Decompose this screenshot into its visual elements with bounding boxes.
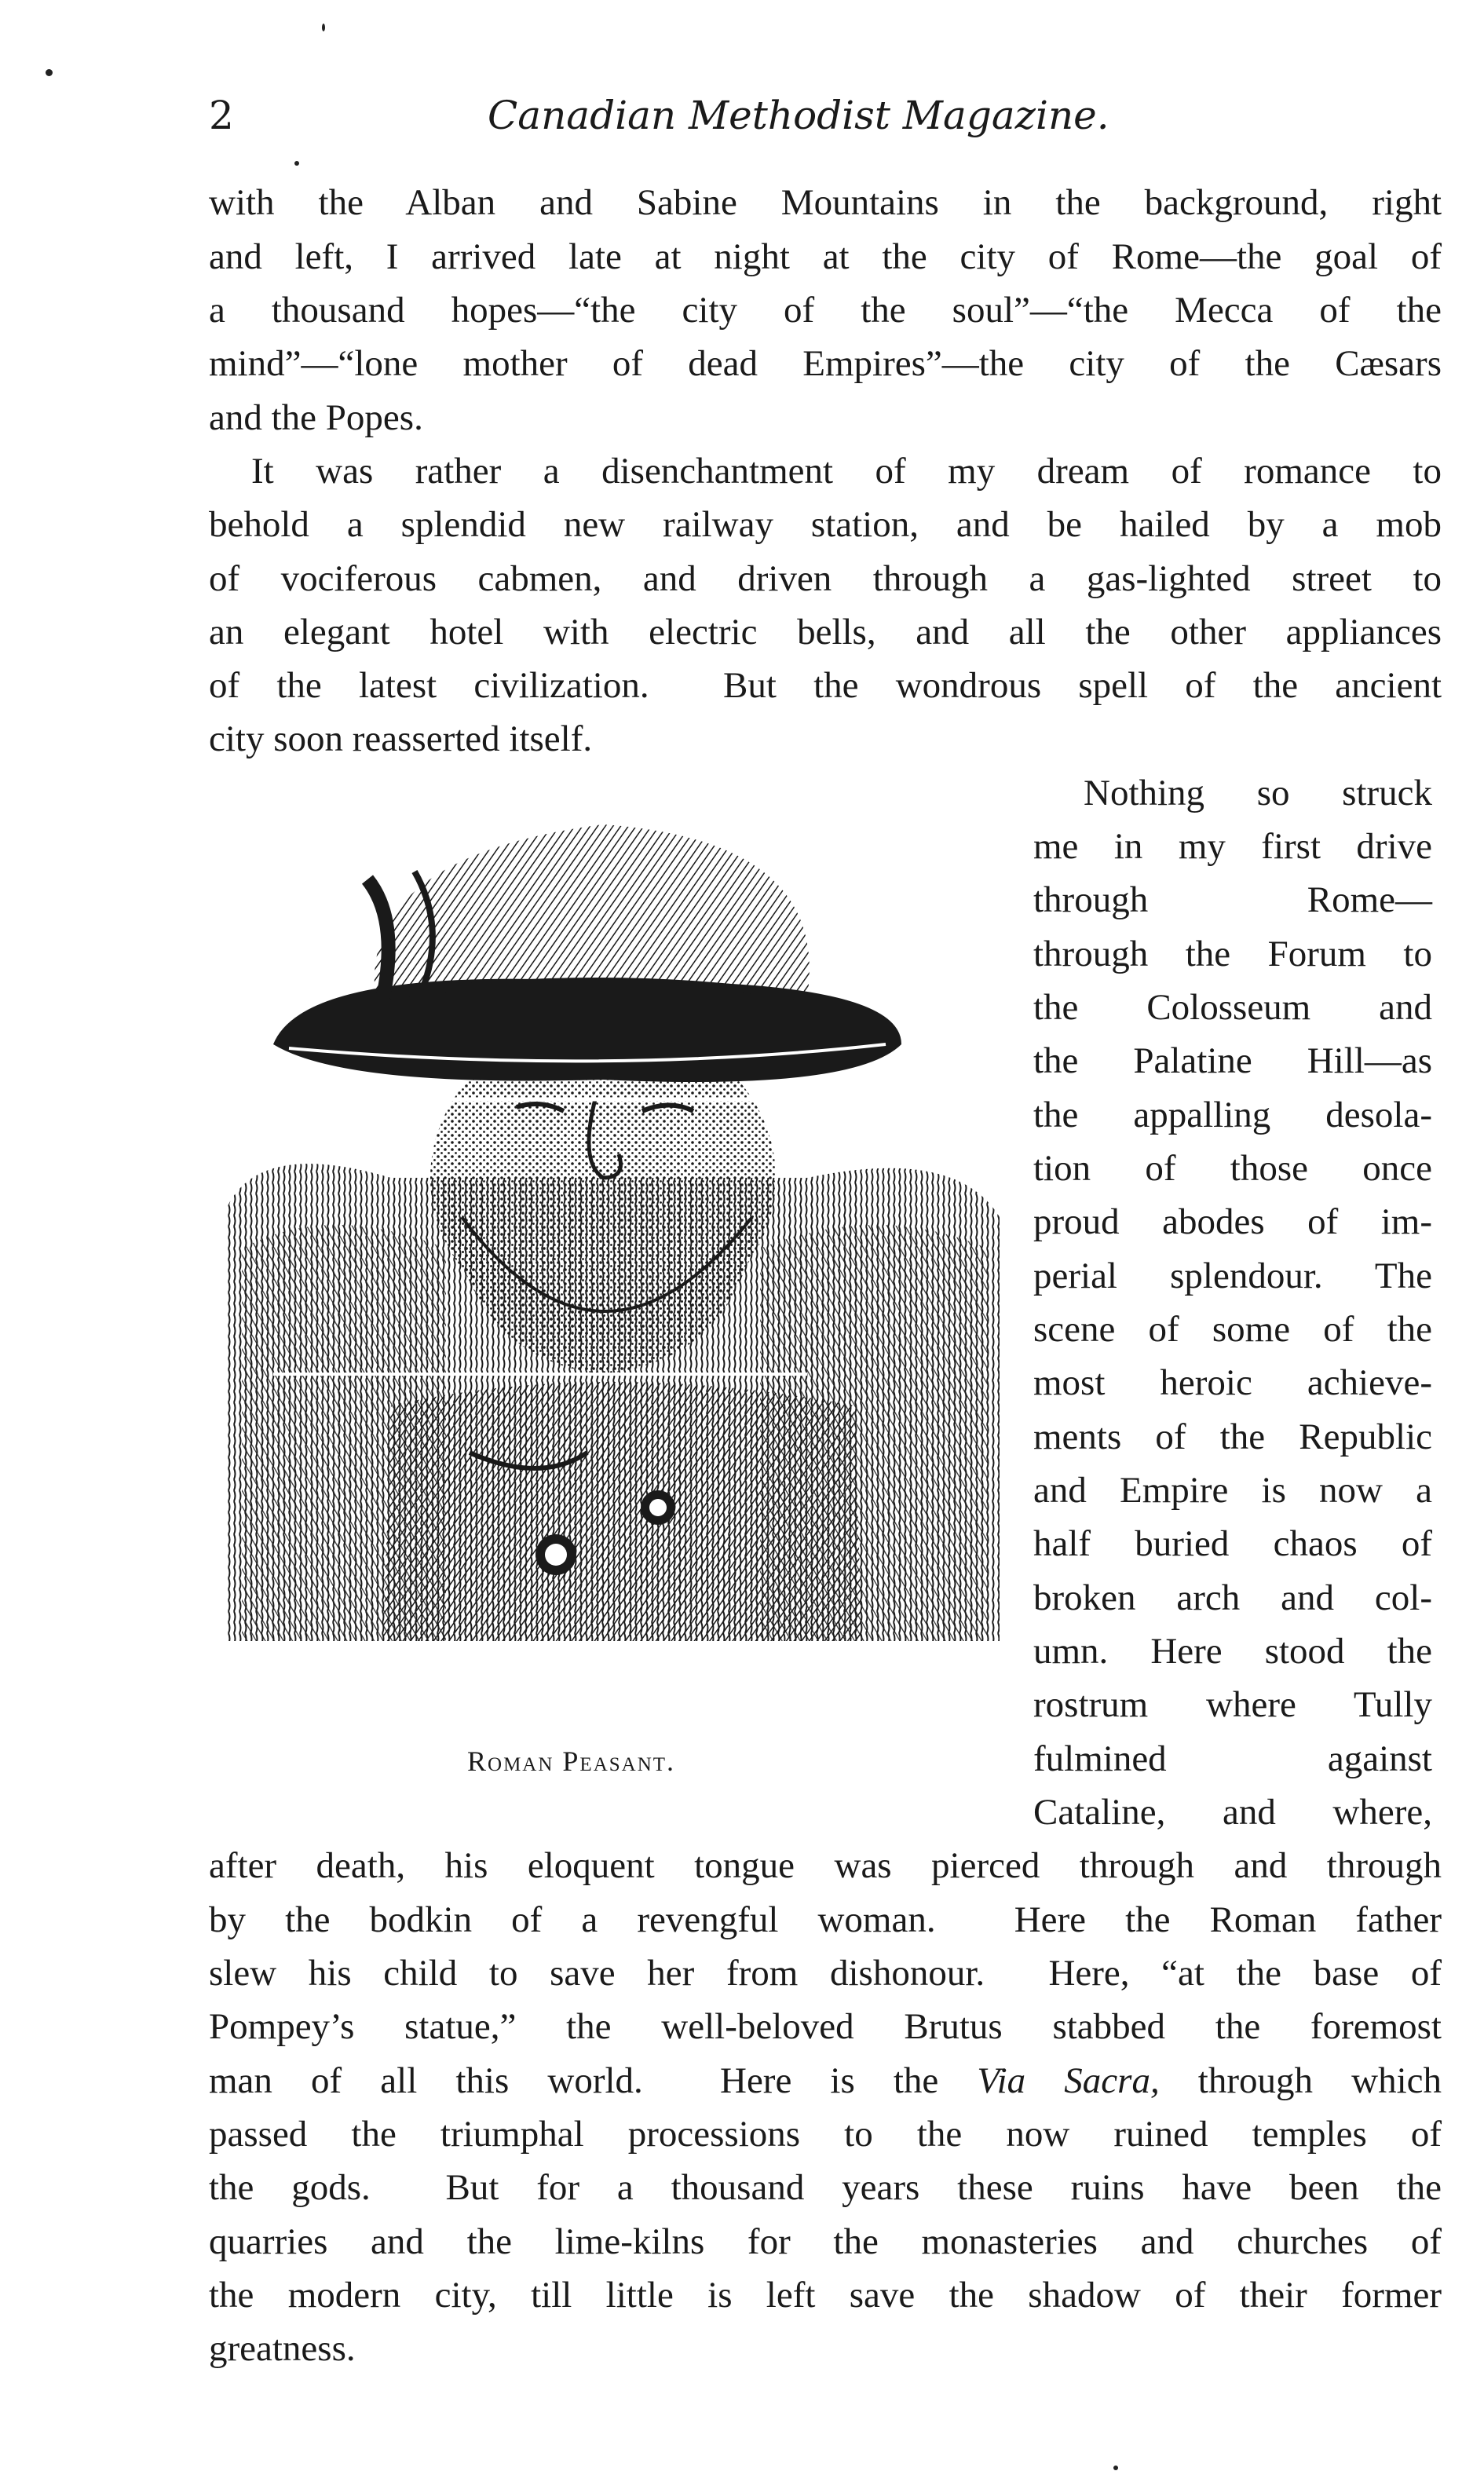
paragraph-3-line: by the bodkin of a revengful woman. Here the Roman father [209,1899,1442,1940]
paragraph-3-narrow-line: through the Forum to [1033,934,1432,974]
paragraph-3-narrow-line: umn. Here stood the [1033,1631,1432,1672]
scan-speck [46,69,53,76]
paragraph-3-narrow-line: the appalling desola- [1033,1095,1432,1135]
roman-peasant-figure [210,809,1011,1720]
paragraph-1-line: a thousand hopes—“the city of the soul”—“the Mecca of the [209,290,1442,331]
via-sacra-lead: man of all this world. Here is the [209,2060,978,2101]
paragraph-3-narrow-line: most heroic achieve- [1033,1362,1432,1403]
paragraph-3-narrow-line: the Colosseum and [1033,987,1432,1028]
scan-speck [294,161,299,166]
paragraph-2-line: It was rather a disenchantment of my dream of romance to [251,451,1442,492]
paragraph-2-line: an elegant hotel with electric bells, and all the other appliances [209,612,1442,652]
paragraph-1-line: with the Alban and Sabine Mountains in the background, right [209,182,1442,223]
paragraph-3-narrow-line: rostrum where Tully [1033,1684,1432,1725]
paragraph-2-line: behold a splendid new railway station, and be hailed by a mob [209,504,1442,545]
paragraph-1-line: mind”—“lone mother of dead Empires”—the city of the Cæsars [209,343,1442,384]
paragraph-3-line: quarries and the lime-kilns for the monasteries and churches of [209,2221,1442,2262]
paragraph-3-narrow-line: ments of the Republic [1033,1416,1432,1457]
paragraph-2-line: of vociferous cabmen, and driven through a gas-lighted street to [209,558,1442,599]
paragraph-3-narrow-line: and Empire is now a [1033,1470,1432,1511]
paragraph-3-narrow-line: perial splendour. The [1033,1256,1432,1296]
paragraph-3-line: Pompey’s statue,” the well-beloved Brutus stabbed the foremost [209,2006,1442,2047]
paragraph-2-line: of the latest civilization. But the wondrous spell of the ancient [209,665,1442,706]
paragraph-3-line: slew his child to save her from dishonour. Here, “at the base of [209,1953,1442,1994]
paragraph-3-narrow-line: me in my first drive [1033,826,1432,867]
paragraph-3-line: greatness. [209,2328,356,2369]
roman-peasant-engraving-icon [210,809,1011,1720]
running-head [209,88,1442,143]
paragraph-1-line: and the Popes. [209,397,423,438]
paragraph-3-narrow-line: scene of some of the [1033,1309,1432,1350]
paragraph-3-via-sacra-line [209,2057,1442,2104]
via-sacra-term: Via Sacra, [977,2060,1160,2101]
paragraph-3-narrow-line: proud abodes of im- [1033,1201,1432,1242]
paragraph-3-narrow-line: fulmined against [1033,1738,1432,1779]
paragraph-2-line: city soon reasserted itself. [209,718,593,759]
scan-speck [322,24,325,31]
paragraph-3-narrow-line: through Rome— [1033,879,1432,920]
figure-caption: Roman Peasant. [467,1745,676,1777]
paragraph-3-line: the gods. But for a thousand years these ruins have been the [209,2167,1442,2208]
running-title: Canadian Methodist Magazine. [488,93,1109,138]
paragraph-1-line: and left, I arrived late at night at the city of Rome—the goal of [209,236,1442,277]
paragraph-3-narrow-line: the Palatine Hill—as [1033,1040,1432,1081]
paragraph-3-narrow-line: half buried chaos of [1033,1523,1432,1564]
paragraph-3-line: passed the triumphal processions to the now ruined temples of [209,2114,1442,2155]
paragraph-3-line: after death, his eloquent tongue was pierced through and through [209,1845,1442,1886]
paragraph-3-narrow-line: Nothing so struck [1084,773,1432,813]
paragraph-3-line: the modern city, till little is left save the shadow of their former [209,2275,1442,2316]
via-sacra-trail: through which [1159,2060,1442,2101]
scan-speck [1113,2466,1118,2470]
page-number: 2 [209,93,234,138]
paragraph-3-narrow-line: broken arch and col- [1033,1577,1432,1618]
paragraph-3-narrow-line: tion of those once [1033,1148,1432,1189]
paragraph-3-narrow-line: Cataline, and where, [1033,1792,1432,1833]
